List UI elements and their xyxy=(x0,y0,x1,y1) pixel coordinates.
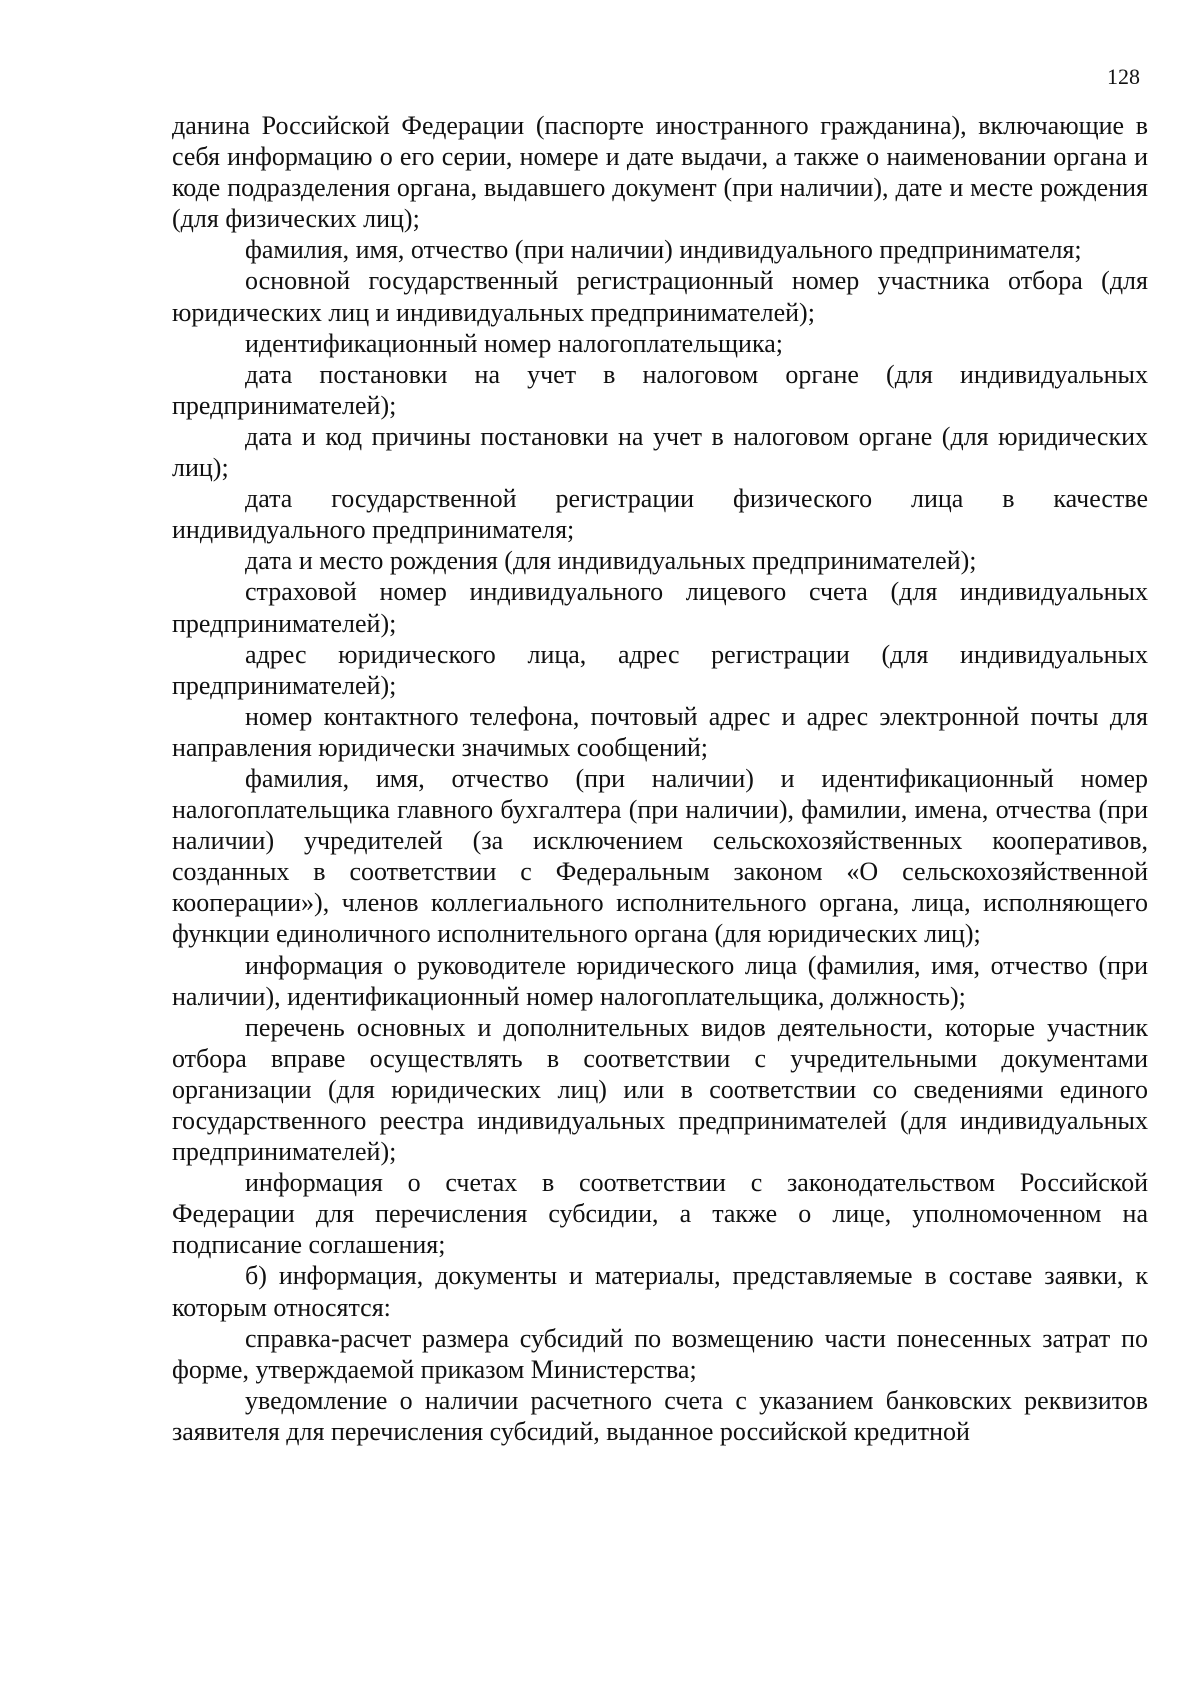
page-number: 128 xyxy=(1107,64,1140,89)
paragraph: б) информация, документы и материалы, представляемые в составе заявки, к которым относятся: xyxy=(172,1261,1148,1322)
paragraph: справка-расчет размера субсидий по возмещению части понесенных затрат по форме, утверждаемой приказом Министерства; xyxy=(172,1323,1148,1384)
paragraph: данина Российской Федерации (паспорте иностранного гражданина), включающие в себя информацию о его серии, номере и дате выдачи, а также о наименовании органа и коде подразделения органа, выдавшего документ (при наличии), дате и месте рождения (для физических лиц); xyxy=(172,111,1148,234)
paragraph: дата и место рождения (для индивидуальных предпринимателей); xyxy=(245,546,977,576)
paragraph: фамилия, имя, отчество (при наличии) и идентификационный номер налогоплательщика главного бухгалтера (при наличии), фамилии, имена, отчества (при наличии) учредителей (за исключением сельскохозяйственных кооперативов, созданных в соответствии с Федеральным законом «О сельскохозяйственной кооперации»), членов коллегиального исполнительного органа, лица, исполняющего функции единоличного исполнительного органа (для юридических лиц); xyxy=(172,763,1148,949)
paragraph: номер контактного телефона, почтовый адрес и адрес электронной почты для направления юридически значимых сообщений; xyxy=(172,701,1148,762)
paragraph: дата государственной регистрации физического лица в качестве индивидуального предпринимателя; xyxy=(172,484,1148,545)
paragraph: информация о счетах в соответствии с законодательством Российской Федерации для перечисления субсидии, а также о лице, уполномоченном на подписание соглашения; xyxy=(172,1168,1148,1260)
paragraph: фамилия, имя, отчество (при наличии) индивидуального предпринимателя; xyxy=(245,235,1082,265)
paragraph: информация о руководителе юридического лица (фамилия, имя, отчество (при наличии), идентификационный номер налогоплательщика, должность); xyxy=(172,950,1148,1011)
document-body xyxy=(172,110,1148,1447)
paragraph: страховой номер индивидуального лицевого счета (для индивидуальных предпринимателей); xyxy=(172,577,1148,638)
paragraph: дата и код причины постановки на учет в налоговом органе (для юридических лиц); xyxy=(172,421,1148,483)
paragraph: дата постановки на учет в налоговом органе (для индивидуальных предпринимателей); xyxy=(172,359,1148,420)
paragraph: идентификационный номер налогоплательщика; xyxy=(245,328,783,358)
paragraph: адрес юридического лица, адрес регистрации (для индивидуальных предпринимателей); xyxy=(172,639,1148,700)
paragraph: основной государственный регистрационный номер участника отбора (для юридических лиц и индивидуальных предпринимателей); xyxy=(172,266,1148,327)
paragraph: уведомление о наличии расчетного счета с указанием банковских реквизитов заявителя для перечисления субсидий, выданное российской кредитной xyxy=(172,1385,1148,1446)
paragraph: перечень основных и дополнительных видов деятельности, которые участник отбора вправе осуществлять в соответствии с учредительными документами организации (для юридических лиц) или в соответствии со сведениями единого государственного реестра индивидуальных предпринимателей (для индивидуальных предпринимателей); xyxy=(172,1012,1148,1167)
